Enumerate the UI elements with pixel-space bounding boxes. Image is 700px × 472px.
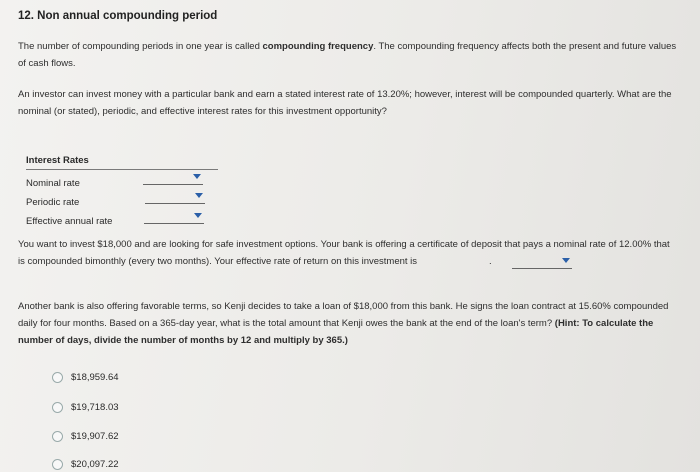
effective-return-dropdown[interactable] — [512, 256, 572, 269]
rate-label-effective: Effective annual rate — [26, 216, 113, 227]
question-3-text — [18, 298, 678, 349]
dropdown-arrow-icon — [193, 174, 201, 179]
intro-bold-term: compounding frequency — [262, 41, 374, 52]
answer-option-4[interactable] — [52, 459, 119, 470]
dropdown-arrow-icon — [195, 193, 203, 198]
question-1-text: An investor can invest money with a particular bank and earn a stated interest rate of 13.20%; however, interest will be compounded quarterly. What are the nominal (or stated), periodic, and effective interest rates for this investment opportunity? — [18, 89, 672, 117]
intro-text-2: . The compounding frequency affects both the present and future values of cash flows. — [18, 41, 677, 69]
radio-button-icon[interactable] — [52, 372, 63, 383]
nominal-rate-dropdown[interactable] — [143, 172, 203, 185]
radio-button-icon[interactable] — [52, 459, 63, 470]
answer-option-2[interactable] — [52, 402, 119, 413]
question-2-suffix: . — [489, 256, 492, 267]
question-3-hint: (Hint: To calculate the number of days, divide the number of months by 12 and multiply by 365.) — [18, 318, 654, 346]
option-label: $19,907.62 — [71, 431, 119, 443]
periodic-rate-dropdown[interactable] — [145, 191, 205, 204]
intro-paragraph — [18, 38, 678, 72]
option-label: $18,959.64 — [71, 372, 119, 384]
rate-label-periodic: Periodic rate — [26, 197, 80, 208]
option-label: $19,718.03 — [71, 402, 119, 414]
radio-button-icon[interactable] — [52, 431, 63, 442]
effective-rate-dropdown[interactable] — [144, 211, 204, 224]
rates-table-header: Interest Rates — [26, 155, 218, 170]
question-2-text — [18, 236, 678, 270]
radio-button-icon[interactable] — [52, 402, 63, 413]
question-title: 12. Non annual compounding period — [18, 10, 218, 22]
dropdown-arrow-icon — [562, 258, 570, 263]
rate-label-nominal: Nominal rate — [26, 178, 80, 189]
answer-option-3[interactable] — [52, 431, 119, 442]
dropdown-arrow-icon — [194, 213, 202, 218]
question-2-body: You want to invest $18,000 and are looking for safe investment options. Your bank is offering a certificate of deposit that pays a nominal rate of 12.00% that is compounded bimonthly (every two months). Your effective rate of return on this investment is — [18, 239, 670, 267]
question-3-body: Another bank is also offering favorable terms, so Kenji decides to take a loan of $18,000 from this bank. He signs the loan contract at 15.60% compounded daily for four months. Based on a 365-day year, what is the total amount that Kenji owes the bank at the end of the loan's term? — [18, 301, 669, 329]
answer-option-1[interactable] — [52, 372, 119, 383]
option-label: $20,097.22 — [71, 459, 119, 471]
intro-text-1: The number of compounding periods in one year is called — [18, 41, 263, 52]
